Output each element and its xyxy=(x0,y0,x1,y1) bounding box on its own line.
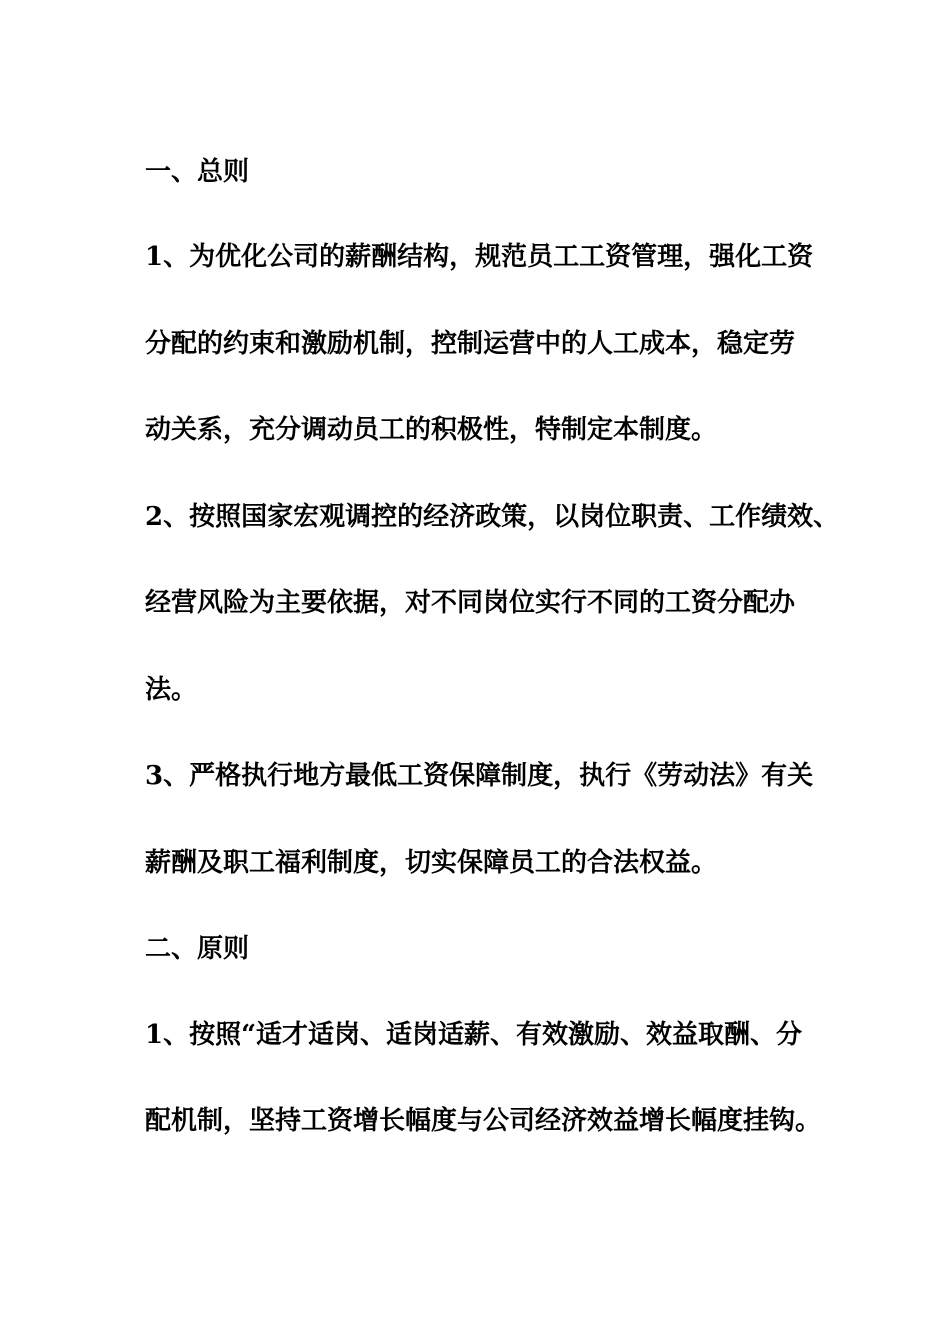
paragraph-line: 法。 xyxy=(145,675,198,705)
paragraph-line: 分配的约束和激励机制，控制运营中的人工成本，稳定劳 xyxy=(145,329,796,359)
paragraph-line: 1、为优化公司的薪酬结构，规范员工工资管理，强化工资 xyxy=(145,242,814,272)
paragraph-line: 3、严格执行地方最低工资保障制度，执行《劳动法》有关 xyxy=(145,761,814,791)
paragraph-line: 动关系，充分调动员工的积极性，特制定本制度。 xyxy=(145,415,718,445)
section-heading-general: 一、总则 xyxy=(145,157,250,187)
paragraph-line: 1、按照“适才适岗、适岗适薪、有效激励、效益取酬、分 xyxy=(145,1020,803,1050)
paragraph-line: 配机制，坚持工资增长幅度与公司经济效益增长幅度挂钩。 xyxy=(145,1106,822,1136)
section-heading-principles: 二、原则 xyxy=(145,934,250,964)
paragraph-line: 2、按照国家宏观调控的经济政策，以岗位职责、工作绩效、 xyxy=(145,502,840,532)
paragraph-line: 经营风险为主要依据，对不同岗位实行不同的工资分配办 xyxy=(145,588,796,618)
paragraph-line: 薪酬及职工福利制度，切实保障员工的合法权益。 xyxy=(145,848,718,878)
